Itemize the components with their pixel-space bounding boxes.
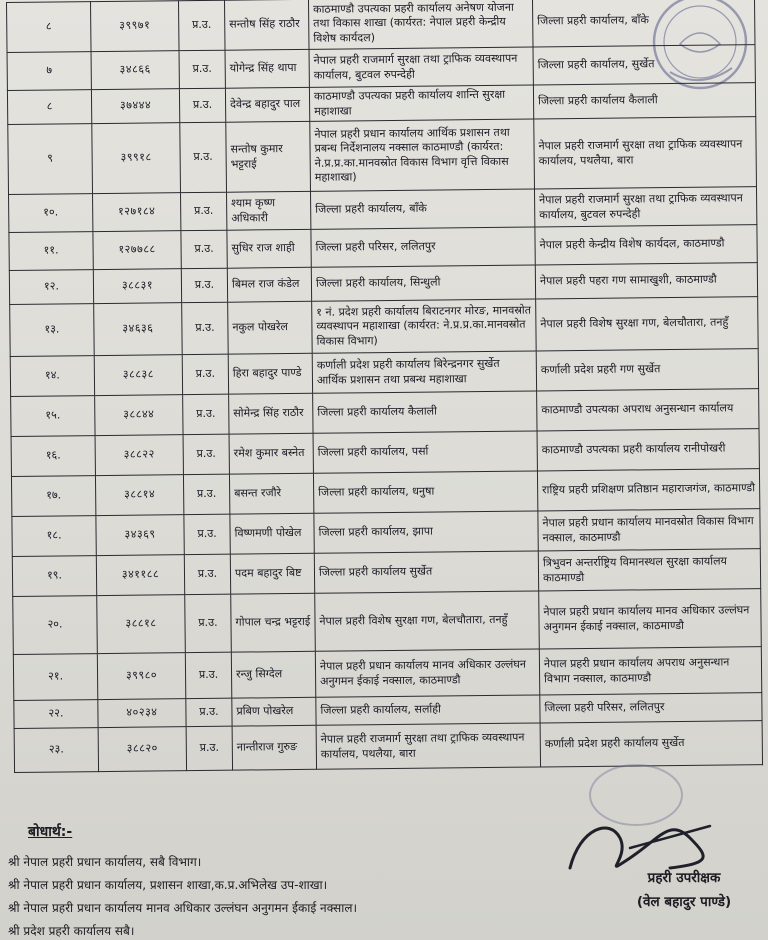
badge-number-cell: ३८८४४ [95, 395, 183, 436]
serial-number-cell: १३. [10, 304, 95, 357]
new-posting-cell: नेपाल प्रहरी विशेष सुरक्षा गण, बेलचौतारा, तनहुँ [536, 297, 759, 351]
cc-item: श्री नेपाल प्रहरी प्रधान कार्यालय, प्रशासन शाखा,क.प्र.अभिलेख उप-शाखा। [8, 878, 328, 892]
serial-number-cell: १५. [11, 396, 95, 437]
new-posting-cell: राष्ट्रिय प्रहरी प्रशिक्षण प्रतिष्ठान महाराजगंज, काठमाण्डौ [537, 469, 759, 511]
badge-number-cell: ३८८१४ [95, 475, 183, 516]
new-posting-cell: जिल्ला प्रहरी कार्यालय, बाँके [532, 0, 755, 47]
officer-name-cell: प्रबिण पोखरेल [232, 697, 316, 726]
current-posting-cell: काठमाण्डौ उपत्यका प्रहरी कार्यालय अनेषण योजना तथा विकास शाखा (कार्यरत: नेपाल प्रहरी केन्द्रीय विशेष कार्यदल) [308, 0, 533, 49]
current-posting-cell: जिल्ला प्रहरी कार्यालय, सर्लाही [316, 695, 540, 725]
current-posting-cell: नेपाल प्रहरी राजमार्ग सुरक्षा तथा ट्राफिक व्यवस्थापन कार्यालय, पथलैया, बारा [316, 723, 540, 769]
officer-name-cell: विष्णमणी पोखेल [230, 513, 314, 554]
badge-number-cell: ३४३६९ [96, 515, 184, 556]
rank-cell: प्र.उ. [180, 122, 227, 192]
officer-name-cell: रन्जु सिग्देल [231, 651, 315, 698]
serial-number-cell: ८ [7, 2, 92, 53]
rank-cell: प्र.उ. [179, 50, 225, 88]
rank-cell: प्र.उ. [185, 594, 232, 652]
officer-name-cell: देवेन्द्र बहादुर पाल [225, 87, 309, 122]
new-posting-cell: जिल्ला प्रहरी कार्यालय, सुर्खेत [533, 45, 755, 85]
officer-name-cell: हिरा बहादुर पाण्डे [228, 353, 312, 394]
serial-number-cell: १६. [11, 436, 95, 477]
officer-name-cell: रमेश कुमार बस्नेत [229, 433, 313, 474]
new-posting-cell: त्रिभुवन अन्तर्राष्ट्रिय विमानस्थल सुरक्षा कार्यालय काठमाण्डौ [538, 549, 760, 591]
serial-number-cell: ११. [9, 232, 93, 271]
officer-name-cell: योगेन्द्र सिंह थापा [225, 49, 309, 88]
table-row [8, 117, 757, 195]
serial-number-cell: २३. [14, 728, 98, 773]
signer-title: प्रहरी उपरीक्षक [647, 870, 721, 886]
serial-number-cell: १४. [10, 356, 94, 397]
transfer-table [6, 0, 763, 773]
rank-cell: प्र.उ. [181, 230, 227, 268]
new-posting-cell: नेपाल प्रहरी केन्द्रीय विशेष कार्यदल, काठमाण्डौ [535, 225, 757, 265]
new-posting-cell: नेपाल प्रहरी राजमार्ग सुरक्षा तथा ट्राफिक व्यवस्थापन कार्यालय, पथलैया, बारा [534, 117, 757, 189]
new-posting-cell: जिल्ला प्रहरी कार्यालय कैलाली [533, 83, 755, 119]
rank-cell: प्र.उ. [182, 302, 229, 354]
current-posting-cell: जिल्ला प्रहरी कार्यालय कैलाली [313, 391, 537, 433]
serial-number-cell: २०. [13, 596, 98, 655]
new-posting-cell: कर्णाली प्रदेश प्रहरी गण सुर्खेत [536, 349, 758, 391]
officer-name-cell: सन्तोष सिंह राठौर [224, 0, 309, 50]
current-posting-cell: जिल्ला प्रहरी कार्यालय, बाँके [310, 189, 534, 229]
serial-number-cell: १९. [12, 556, 96, 597]
officer-name-cell: बसन्त रजौरे [229, 473, 313, 514]
serial-number-cell: १०. [9, 194, 93, 233]
serial-number-cell: १२. [9, 270, 93, 305]
current-posting-cell: जिल्ला प्रहरी परिसर, ललितपुर [311, 227, 535, 267]
badge-number-cell: १२७१८४ [93, 193, 181, 232]
officer-name-cell: बिमल राज कंडेल [227, 267, 311, 302]
current-posting-cell: जिल्ला प्रहरी कार्यालय, झापा [314, 511, 538, 553]
badge-number-cell: ३८८३१ [93, 269, 181, 304]
badge-number-cell: ३८८३८ [94, 355, 182, 396]
serial-number-cell: ७ [7, 52, 91, 91]
badge-number-cell: ३८८२२ [95, 435, 183, 476]
new-posting-cell: काठमाण्डौ उपत्यका प्रहरी कार्यालय रानीपोखरी [537, 429, 759, 471]
rank-cell: प्र.उ. [182, 354, 228, 394]
new-posting-cell: नेपाल प्रहरी पहरा गण सामाखुशी, काठमाण्डौ [535, 263, 757, 299]
current-posting-cell: नेपाल प्रहरी प्रधान कार्यालय मानव अधिकार उल्लंघन अनुगमन ईकाई नक्साल, काठमाण्डौ [315, 649, 539, 697]
cc-item: श्री प्रदेश प्रहरी कार्यालय सबै। [8, 924, 135, 938]
rank-cell: प्र.उ. [185, 652, 231, 698]
signer-name: (वेल बहादुर पाण्डे) [636, 894, 732, 910]
new-posting-cell: नेपाल प्रहरी प्रधान कार्यालय मानवस्रोत विकास विभाग नक्साल, काठमाण्डौ [538, 509, 760, 551]
current-posting-cell: जिल्ला प्रहरी कार्यालय, धनुषा [313, 471, 537, 513]
officer-name-cell: सन्तोष कुमार भट्टराई [226, 121, 311, 192]
cc-list [8, 851, 357, 940]
badge-number-cell: ३४६३६ [94, 303, 183, 356]
new-posting-cell: नेपाल प्रहरी राजमार्ग सुरक्षा तथा ट्राफिक व्यवस्थापन कार्यालय, बुटवल रुपन्देही [534, 187, 756, 227]
current-posting-cell: नेपाल प्रहरी विशेष सुरक्षा गण, बेलचौतारा, तनहुँ [315, 591, 540, 651]
badge-number-cell: १२७७८८ [93, 231, 181, 270]
current-posting-cell: जिल्ला प्रहरी कार्यालय, सिन्धुली [311, 265, 535, 301]
signature-block [604, 866, 764, 914]
table-row [10, 297, 759, 357]
rank-cell: प्र.उ. [183, 394, 229, 434]
badge-number-cell: ३९९७१ [91, 1, 180, 52]
table-row [13, 589, 762, 655]
cc-item: श्री नेपाल प्रहरी प्रधान कार्यालय, सबै विभाग। [8, 855, 202, 869]
rank-cell: प्र.उ. [181, 192, 227, 230]
new-posting-cell: काठमाण्डौ उपत्यका अपराध अनुसन्धान कार्यालय [537, 389, 759, 431]
rank-cell: प्र.उ. [183, 434, 229, 474]
officer-name-cell: नकुल पोखरेल [228, 301, 313, 354]
officer-name-cell: नान्तीराज गुरुङ [232, 725, 316, 770]
rank-cell: प्र.उ. [184, 554, 230, 594]
badge-number-cell: ३७४४४ [91, 89, 179, 124]
rank-cell: प्र.उ. [186, 698, 232, 726]
current-posting-cell: कर्णाली प्रदेश प्रहरी कार्यालय बिरेन्द्रनगर सुर्खेत आर्थिक प्रशासन तथा प्रबन्ध महाशाखा [312, 351, 536, 393]
officer-name-cell: सुधिर राज शाही [227, 229, 311, 268]
badge-number-cell: ४०२३४ [98, 699, 186, 728]
current-posting-cell: जिल्ला प्रहरी कार्यालय सुर्खेत [314, 551, 538, 593]
officer-name-cell: सोमेन्द्र सिंह राठौर [229, 393, 313, 434]
serial-number-cell: २१. [13, 654, 97, 701]
badge-number-cell: ३९९८० [97, 653, 185, 700]
current-posting-cell: नेपाल प्रहरी प्रधान कार्यालय आर्थिक प्रशासन तथा प्रबन्ध निर्देशनालय नक्साल काठमाण्डौ (कार्यरत: ने.प्र.प्र.का.मानवस्रोत विकास विभाग वृत्ति विकास महाशाखा) [310, 119, 535, 191]
rank-cell: प्र.उ. [184, 514, 230, 554]
serial-number-cell: ८ [7, 90, 91, 125]
badge-number-cell: ३९९१८ [92, 123, 181, 194]
current-posting-cell: जिल्ला प्रहरी कार्यालय, पर्सा [313, 431, 537, 473]
cc-heading: बोधार्थ:- [28, 824, 73, 840]
new-posting-cell: नेपाल प्रहरी प्रधान कार्यालय मानव अधिकार उल्लंघन अनुगमन ईकाई नक्साल, काठमाण्डौ [539, 589, 762, 649]
table-row [7, 0, 755, 52]
badge-number-cell: ३८८१८ [97, 595, 186, 654]
serial-number-cell: १८. [12, 516, 96, 557]
table-row [13, 647, 761, 701]
badge-number-cell: ३४८६६ [91, 51, 179, 90]
current-posting-cell: १ नं. प्रदेश प्रहरी कार्यालय बिराटनगर मोरङ, मानवस्रोत व्यवस्थापन महाशाखा (कार्यरत: ने.प्र.प्र.का.मानवस्रोत विकास विभाग) [312, 299, 537, 353]
serial-number-cell: २२. [14, 700, 98, 729]
rank-cell: प्र.उ. [186, 726, 232, 770]
current-posting-cell: काठमाण्डौ उपत्यका प्रहरी कार्यालय शान्ति सुरक्षा महाशाखा [309, 85, 533, 121]
badge-number-cell: ३८८२० [98, 727, 186, 772]
current-posting-cell: नेपाल प्रहरी राजमार्ग सुरक्षा तथा ट्राफिक व्यवस्थापन कार्यालय, बुटवल रुपन्देही [309, 47, 533, 87]
serial-number-cell: ९ [8, 124, 93, 195]
rank-cell: प्र.उ. [181, 268, 227, 302]
officer-name-cell: पदम बहादुर बिष्ट [230, 553, 314, 594]
officer-name-cell: श्याम कृष्ण अधिकारी [227, 191, 311, 230]
rank-cell: प्र.उ. [179, 88, 225, 123]
officer-name-cell: गोपाल चन्द्र भट्टराई [231, 593, 316, 652]
serial-number-cell: १७. [11, 476, 95, 517]
rank-cell: प्र.उ. [178, 0, 225, 50]
new-posting-cell: कर्णाली प्रदेश प्रहरी कार्यालय सुर्खेत [540, 721, 762, 767]
new-posting-cell: नेपाल प्रहरी प्रधान कार्यालय अपराध अनुसन्धान विभाग नक्साल, काठमाण्डौ [539, 647, 761, 695]
rank-cell: प्र.उ. [183, 474, 229, 514]
new-posting-cell: जिल्ला प्रहरी परिसर, ललितपुर [540, 693, 762, 723]
cc-item: श्री नेपाल प्रहरी प्रधान कार्यालय मानव अधिकार उल्लंघन अनुगमन ईकाई नक्साल। [8, 901, 358, 915]
badge-number-cell: ३४११८८ [96, 555, 184, 596]
